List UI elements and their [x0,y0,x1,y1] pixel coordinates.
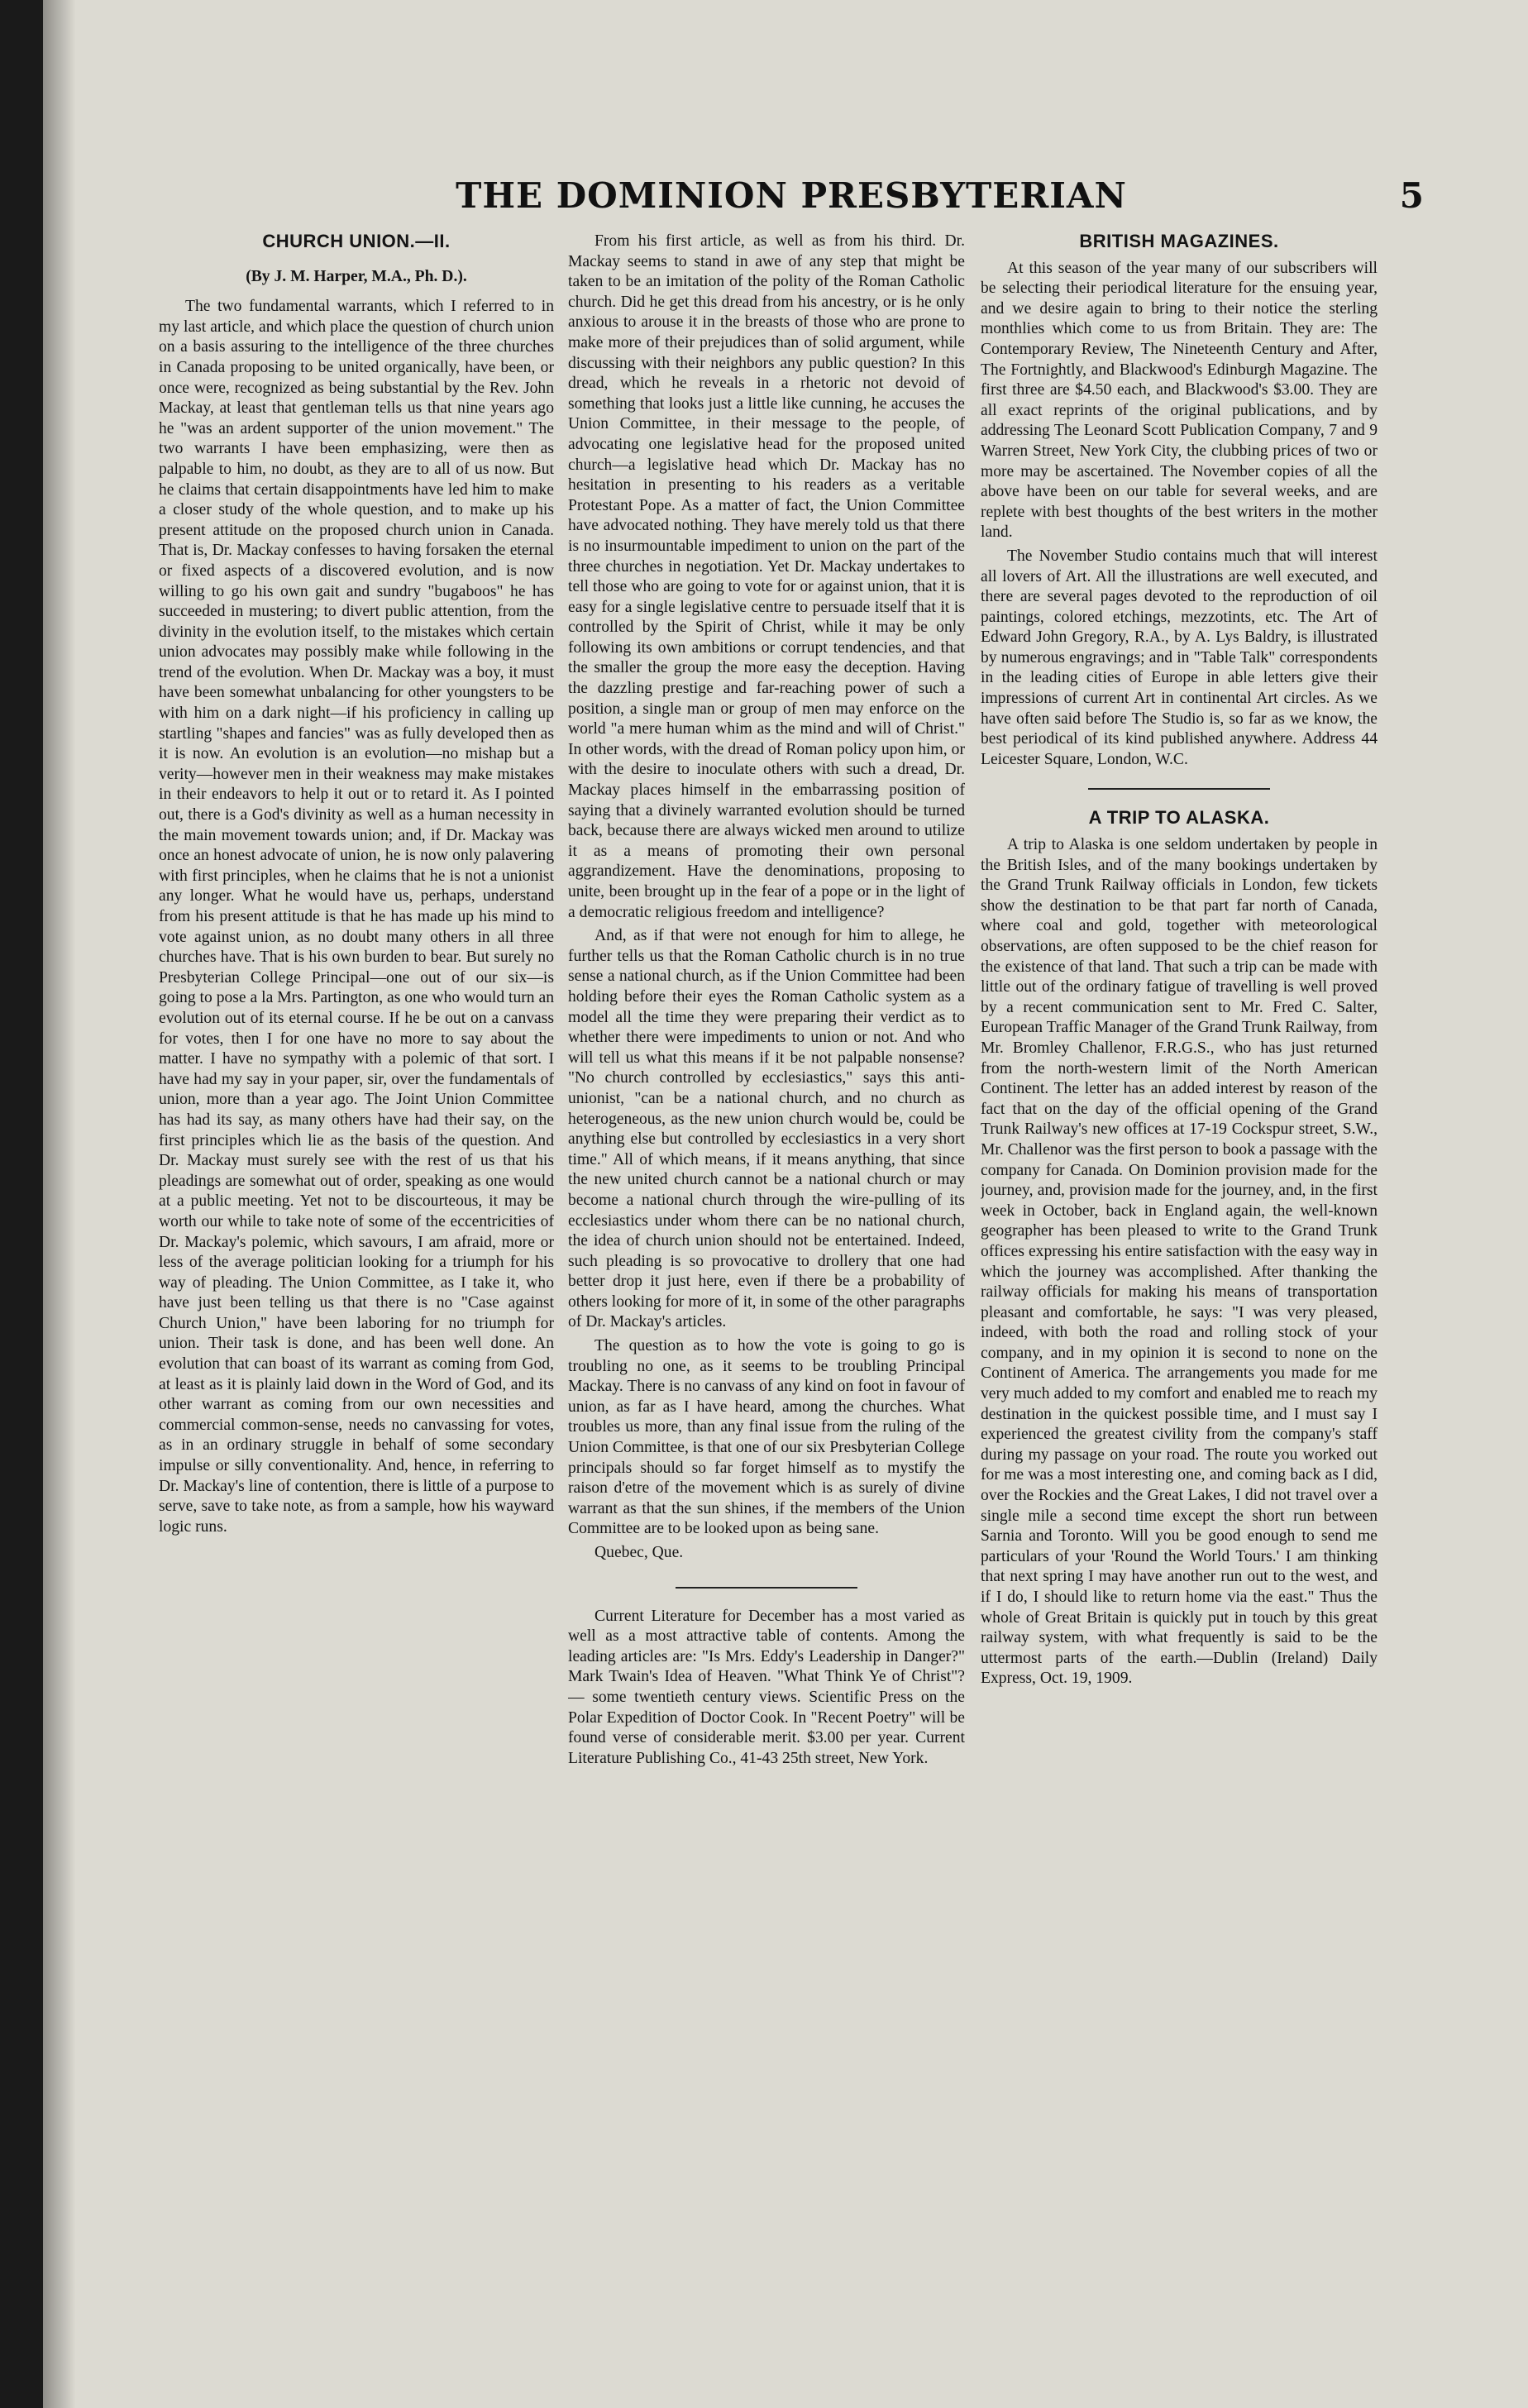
article-paragraph: And, as if that were not enough for him to allege, he further tells us that the Roman Catholic church is in no true sense a national church, as if the Union Committee had been holding before their eyes the Roman Catholic system as a model all the time they were preparing their verdict as to whether there were impediments to union or not. And who will tell us what this means if it be not palpable nonsense? "No church controlled by ecclesiastics," says this anti-unionist, "can be a national church, and no church as heterogeneous, as the new union church would be, could be anything else but controlled by ecclesiastics in a very short time." All of which means, if it means anything, that since the new united church cannot be a national church or may become a national church through the wire-pulling of its ecclesiastics under whom there can be no national church, the idea of church union should not be entertained. Indeed, such pleading is so provocative to drollery that one had better drop it just here, even if there be a probability of others looking for more of it, in some of the other paragraphs of Dr. Mackay's articles. [568,927,965,1331]
journal-title: THE DOMINION PRESBYTERIAN [456,175,1127,216]
section-divider [676,1587,857,1589]
page-header [159,175,1424,225]
article-paragraph: The two fundamental warrants, which I referred to in my last article, and which place the question of church union on a basis assuring to the intelligence of the three churches in Canada proposing to be united organically, have been, or once were, recognized as being substantial by the Rev. John Mackay, at least that gentleman tells us that nine years ago he "was an ardent supporter of the union movement." The two warrants I have been emphasizing, were then as palpable to him, no doubt, as they are to all of us now. But he claims that certain disappointments have led him to make a closer study of the whole question, and to make up his present attitude on the proposed church union in Canada. That is, Dr. Mackay confesses to having forsaken the eternal or fixed aspects of a discovered evolution, and is now willing to go his own gait and sundry "bugaboos" he has succeeded in mustering; to divert public attention, from the divinity in the evolution itself, to the mistakes which certain union advocates may possibly make while following in the trend of the evolution. When Dr. Mackay was a boy, it must have been somewhat unbalancing for other youngsters to be with him on a dark night—if his proficiency in calling up startling "shapes and fancies" was as fully developed then as it is now. An evolution is an evolution—no mishap but a verity—however men in their weakness may make mistakes in their endeavors to help it out or to retard it. As I pointed out, there is a God's divinity as well as a human necessity in the main movement towards union; and, if Dr. Mackay was once an honest advocate of union, he is now only palavering with first principles, when he claims that he is not a unionist any longer. What he would have us, perhaps, understand from his present attitude is that he has made up his mind to vote against union, as no doubt many others in all three churches have. That is his own burden to bear. But surely no Presbyterian College Principal—one out of our six—is going to pose a la Mrs. Partington, as one who would turn an evolution out of its eternal course. If he be out on a canvass for votes, then I for one have no more to say about the matter. I have no sympathy with a polemic of that sort. I have had my say in your paper, sir, over the fundamentals of union, more than a year ago. The Joint Union Committee has had its say, as many others have had their say, on the first principles which lie as the basis of the question. And Dr. Mackay must surely see with the rest of us that his pleadings are somewhat out of order, speaking as one would at a public meeting. Yet not to be discourteous, it may be worth our while to take note of some of the eccentricities of Dr. Mackay's polemic, which savours, I am afraid, more or less of the average politician looking for a triumph for his way of pleading. The Union Committee, as I take it, who have just been telling us that there is no "Case against Church Union," have been laboring for no triumph for union. Their task is done, and has been well done. An evolution that can boast of its warrant as coming from God, at least as it is plainly laid down in the Word of God, and its other warrant as coming from our own necessities and commercial common-sense, needs no canvassing for votes, as in an ordinary struggle in behalf of some secondary impulse or silly conventionality. And, hence, in referring to Dr. Mackay's line of contention, there is little of a purpose to serve, save to take note, as from a sample, how his wayward logic runs. [159,298,554,1536]
article-byline: (By J. M. Harper, M.A., Ph. D.). [246,267,467,285]
page-number: 5 [1399,175,1424,216]
article-title-trip-to-alaska: A TRIP TO ALASKA. [1088,807,1270,829]
column-1 [159,232,554,2315]
article-paragraph: At this season of the year many of our subscribers will be selecting their periodical literature for the ensuing year, and we desire again to bring to their notice the sterling monthlies which come to us from Britain. They are: The Contemporary Review, The Nineteenth Century and After, The Fortnightly, and Blackwood's Edinburgh Magazine. The first three are $4.50 each, and Blackwood's $3.00. They are all exact reprints of the original publications, and by addressing The Leonard Scott Publication Company, 7 and 9 Warren Street, New York City, the clubbing prices of two or more may be ascertained. The November copies of all the above have been on our table for several weeks, and are replete with best thoughts of the best writers in the mother land. [981,259,1378,542]
newspaper-page [43,0,1528,2408]
article-title-british-magazines: BRITISH MAGAZINES. [1079,232,1279,251]
column-2 [568,232,965,2315]
article-paragraph: The November Studio contains much that will interest all lovers of Art. All the illustrations are well executed, and there are several pages devoted to the reproduction of oil paintings, colored etchings, mezzotints, etc. The Art of Edward John Gregory, R.A., by A. Lys Baldry, is illustrated by numerous engravings; and in "Table Talk" correspondents in the leading cities of Europe in able letters give their impressions of current Art in continental Art circles. As we have often said before The Studio is, so far as we know, the best periodical of its kind published anywhere. Address 44 Leicester Square, London, W.C. [981,547,1378,768]
section-divider [1088,788,1270,790]
article-paragraph: A trip to Alaska is one seldom undertaken by people in the British Isles, and of the many bookings undertaken by the Grand Trunk Railway officials in London, few tickets show the destination to be that part far north of Canada, where coal and gold, together with meteorological observations, are often supposed to be the chief reason for the existence of that land. That such a trip can be made with little out of the ordinary fatigue of travelling is well proved by a recent communication sent to Mr. Fred C. Salter, European Traffic Manager of the Grand Trunk Railway, from Mr. Bromley Challenor, F.R.G.S., who has just returned from the north-western limit of the North American Continent. The letter has an added interest by reason of the fact that on the day of the official opening of the Grand Trunk Railway's new offices at 17-19 Cockspur street, S.W., Mr. Challenor was the first person to book a passage with the company for Canada. On Dominion provision made for the journey, and, provision made for the journey, and, in the first week in October, back in England again, the well-known geographer has been pleased to write to the Grand Trunk offices expressing his entire satisfaction with the easy way in which the journey was accomplished. After thanking the railway officials for making his means of transportation pleasant and comfortable, he says: "I was very pleased, indeed, with both the road and rolling stock of your company, and in my opinion it is second to none on the Continent of America. The arrangements you made for me very much added to my comfort and enabled me to reach my destination in the quickest possible time, and I must say I experienced the greatest civility from the company's staff during my passage on your road. The route you worked out for me was a most interesting one, and coming back as I did, over the Rockies and the Great Lakes, I did not travel over a single mile a second time except the short run between Sarnia and Toronto. Will you be good enough to send me particulars of your 'Round the World Tours.' I am thinking that next spring I may have another run out to the west, and if I do, I should like to return home via the east." Thus the whole of Great Britain is quickly put in touch by this great railway system, with what frequently is said to be the uttermost parts of the earth.—Dublin (Ireland) Daily Express, Oct. 19, 1909. [981,836,1378,1688]
column-3 [981,232,1378,2315]
article-paragraph: The question as to how the vote is going to go is troubling no one, as it seems to be troubling Principal Mackay. There is no canvass of any kind on foot in favour of union, as far as I have heard, among the churches. What troubles us more, than any final issue from the ruling of the Union Committee, is that one of our six Presbyterian College principals should so far forget himself as to mystify the raison d'etre of the movement which is as surely of divine warrant as that the sun shines, if the members of the Union Committee are to be looked upon as being sane. [568,1337,965,1538]
page-gutter-shadow [43,0,76,2408]
article-place: Quebec, Que. [594,1544,684,1561]
article-title-church-union: CHURCH UNION.—II. [262,232,451,251]
current-literature-notice: Current Literature for December has a most varied as well as a most attractive table of contents. Among the leading articles are: "Is Mrs. Eddy's Leadership in Danger?" Mark Twain's Idea of Heaven. "What Think Ye of Christ"? — some twentieth century views. Scientific Press on the Polar Expedition of Doctor Cook. In "Recent Poetry" will be found verse of considerable merit. $3.00 per year. Current Literature Publishing Co., 41-43 25th street, New York. [568,1607,965,1767]
article-paragraph: From his first article, as well as from his third. Dr. Mackay seems to stand in awe of any step that might be taken to be an imitation of the polity of the Roman Catholic church. Did he get this dread from his ancestry, or is he only anxious to arouse it in the breasts of those who are prone to make more of their prejudices than of solid argument, while discussing with their neighbors any public question? In this dread, which he reveals in a rhetoric not devoid of something that looks just a little like cunning, he accuses the Union Committee, in their message to the people, of advocating one legislative head for the proposed united church—a legislative head which Dr. Mackay has no hesitation in presenting to his readers as a veritable Protestant Pope. As a matter of fact, the Union Committee have advocated nothing. They have merely told us that there is no insurmountable impediment to union on the part of the three churches in negotiation. Yet Dr. Mackay undertakes to tell those who are going to vote for or against union, that it is easy for a single legislative centre to persuade itself that it is controlled by the Spirit of Christ, while it may be only following its own ambitions or corrupt tendencies, and that the smaller the group the more easy the deception. Having the dazzling prestige and far-reaching power of such a position, a single man or group of men may enforce on the world "a mere human whim as the mind and will of Christ." In other words, with the dread of Roman policy upon him, or with the desire to inoculate others with such a dread, Dr. Mackay places himself in the embarrassing position of saying that a divinely warranted evolution should be turned back, because there are always wicked men around to utilize it as a means of promoting their own personal aggrandizement. Have the denominations, proposing to unite, been brought up in the fear of a pope or in the light of a democratic religious freedom and intelligence? [568,232,965,921]
